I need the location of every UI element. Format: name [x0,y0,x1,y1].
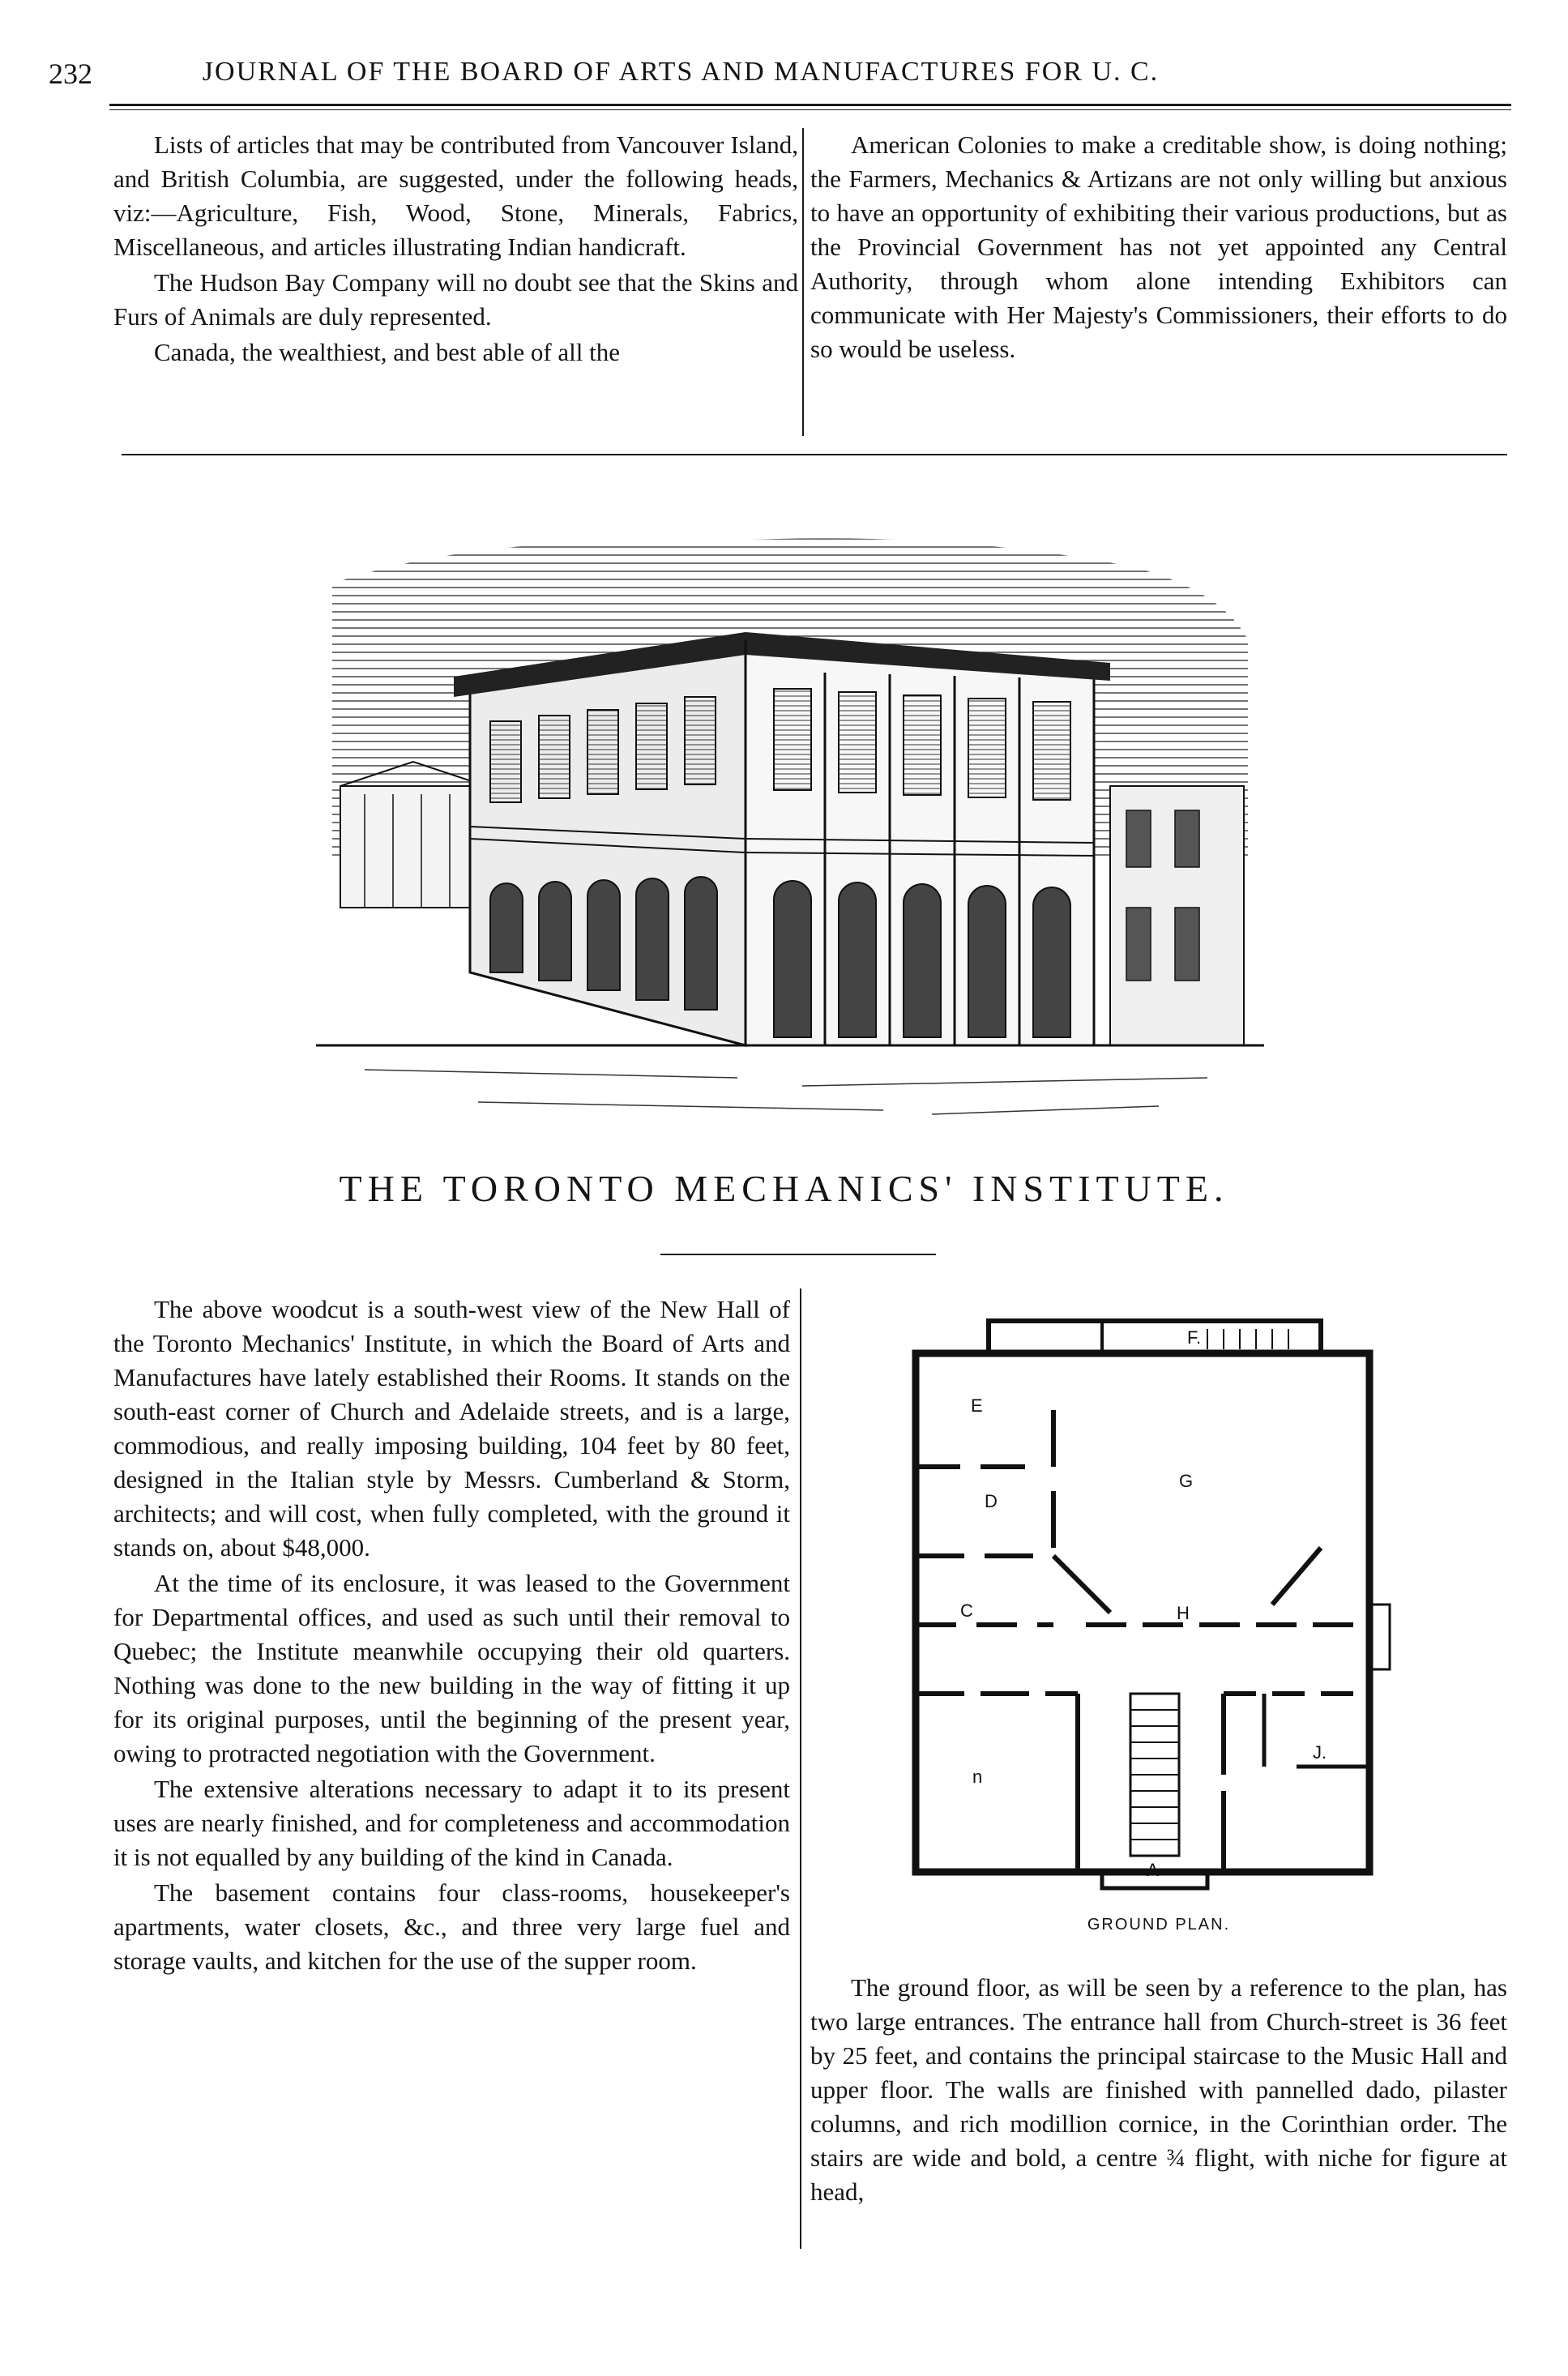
section-rule [122,454,1507,455]
column-divider [800,1288,801,2249]
paragraph: The above woodcut is a south-west view of the New Hall of the Toronto Mechanics' Institute, in which the Board of Arts and Manufactures have lately established their Rooms. It stands on the south-east corner of Church and Adelaide streets, and is a large, commodious, and really imposing building, 104 feet by 80 feet, designed in the Italian style by Messrs. Cumberland & Storm, architects; and will cost, when fully completed, with the ground it stands on, about $48,000. [113,1295,790,1562]
title-rule [660,1254,936,1255]
plan-label-j: J. [1313,1742,1327,1763]
ground-plan-drawing [899,1313,1418,1912]
paragraph: The extensive alterations necessary to adapt it to its present uses are nearly finished, and for completeness and accommodation it is not equalled by any building of the kind in Canada. [113,1775,790,1871]
plan-label-a: A [1147,1860,1159,1880]
top-left-column [113,128,798,370]
paragraph: At the time of its enclosure, it was leased to the Government for Departmental offices, and used as such until their removal to Quebec; the Institute meanwhile occupying their old quarters. Nothing was done to the new building in the way of fitting it up for its original purposes, until the beginning of the present year, owing to protracted negotiation with the Government. [113,1569,790,1767]
page-number: 232 [49,58,92,90]
paragraph: American Colonies to make a creditable show, is doing nothing; the Farmers, Mechanics & Artizans are not only willing but anxious to have an opportunity of exhibiting their various productions, but as the Provincial Government has not yet appointed any Central Authority, through whom alone intending Exhibitors can communicate with Her Majesty's Commissioners, their efforts to do so would be useless. [810,130,1507,363]
column-divider [802,128,804,436]
header-rule-thick [109,104,1511,106]
running-title: JOURNAL OF THE BOARD OF ARTS AND MANUFACTURES FOR U. C. [202,57,1160,87]
paragraph: The basement contains four class-rooms, housekeeper's apartments, water closets, &c., and three very large fuel and storage vaults, and kitchen for the use of the supper room. [113,1878,790,1975]
paragraph: The ground floor, as will be seen by a reference to the plan, has two large entrances. The entrance hall from Church-street is 36 feet by 25 feet, and contains the principal staircase to the Music Hall and upper floor. The walls are finished with pannelled dado, pilaster columns, and rich modillion cornice, in the Corinthian order. The stairs are wide and bold, a centre ¾ flight, with niche for figure at head, [810,1973,1507,2206]
header-rule-thin [109,109,1511,110]
ground-plan [899,1313,1418,1934]
running-header [49,49,1313,97]
plan-caption: GROUND PLAN. [1087,1916,1231,1934]
article-left-column [113,1293,790,1978]
paragraph: Lists of articles that may be contributed from Vancouver Island, and British Columbia, are suggested, under the following heads, viz:—Agriculture, Fish, Wood, Stone, Minerals, Fabrics, Miscellaneous, and articles illustrating Indian handicraft. [113,130,798,261]
top-right-column [810,128,1507,366]
plan-label-e: E [971,1395,983,1416]
plan-label-n: n [972,1767,983,1787]
paragraph: The Hudson Bay Company will no doubt see that the Skins and Furs of Animals are duly represented. [113,268,798,331]
building-woodcut [316,519,1264,1135]
plan-label-g: G [1179,1471,1194,1491]
plan-label-c: C [960,1600,973,1621]
woodcut-drawing [316,519,1264,1135]
plan-label-f: F. [1187,1327,1202,1348]
paragraph: Canada, the wealthiest, and best able of all the [154,338,621,366]
article-title: THE TORONTO MECHANICS' INSTITUTE. [339,1168,1229,1209]
article-right-column [810,1971,1507,2209]
plan-label-h: H [1177,1603,1190,1623]
plan-label-d: D [985,1491,998,1511]
